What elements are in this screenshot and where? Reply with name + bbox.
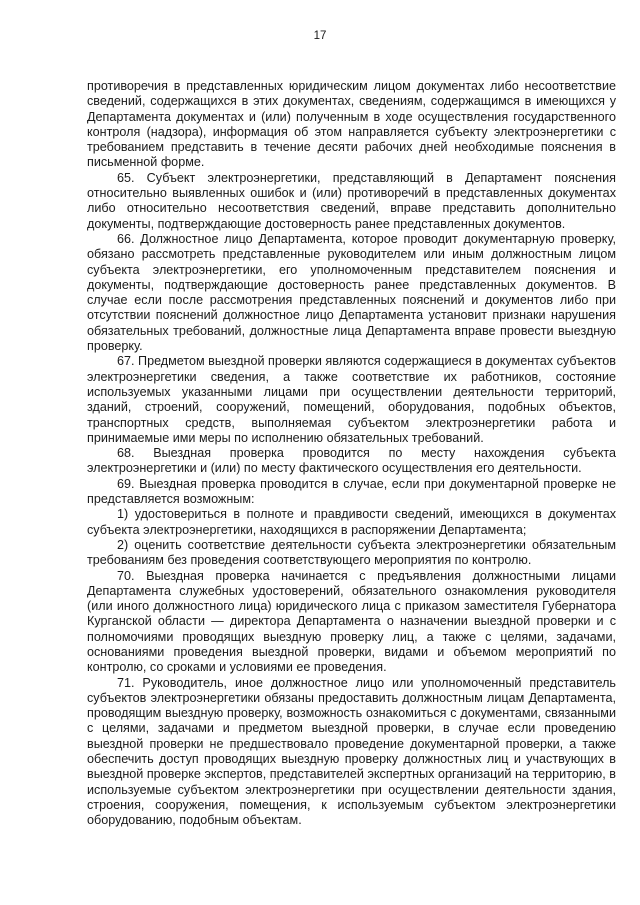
paragraph: 69. Выездная проверка проводится в случае, если при документарной проверке не представляется возможным:	[87, 476, 616, 507]
document-body	[87, 79, 616, 829]
list-item: 2) оценить соответствие деятельности субъекта электроэнергетики обязательным требованиям без проведения соответствующего мероприятия по контролю.	[87, 537, 616, 568]
paragraph: 67. Предметом выездной проверки являются содержащиеся в документах субъектов электроэнергетики сведения, а также соответствие их работников, состояние используемых указанными лицами при осуществлении деятельности территорий, зданий, строений, сооружений, помещений, оборудования, подобных объектов, транспортных средств, выполняемая субъектом электроэнергетики работа и принимаемые ими меры по исполнению обязательных требований.	[87, 354, 616, 445]
paragraph: 70. Выездная проверка начинается с предъявления должностными лицами Департамента служебных удостоверений, обязательного ознакомления руководителя (или иного должностного лица) юридического лица с приказом заместителя Губернатора Курганской области — директора Департамента о назначении выездной проверки и с полномочиями проводящих выездную проверку лиц, а также с целями, задачами, основаниями проведения выездной проверки, видами и объемом мероприятий по контролю, со сроками и условиями ее проведения.	[87, 568, 616, 675]
paragraph: 68. Выездная проверка проводится по месту нахождения субъекта электроэнергетики и (или) по месту фактического осуществления его деятельности.	[87, 446, 616, 476]
paragraph: 66. Должностное лицо Департамента, которое проводит документарную проверку, обязано рассмотреть представленные руководителем или иным должностным лицом субъекта электроэнергетики, его уполномоченным представителем пояснения и документы, подтверждающие достоверность ранее представленных документов. В случае если после рассмотрения представленных пояснений и документов либо при отсутствии пояснений должностное лицо Департамента установит признаки нарушения обязательных требований, должностные лица Департамента вправе провести выездную проверку.	[87, 231, 616, 354]
paragraph: противоречия в представленных юридическим лицом документах либо несоответствие сведений, содержащихся в этих документах, сведениям, содержащимся в имеющихся у Департамента документах и (или) полученным в ходе осуществления государственного контроля (надзора), информация об этом направляется субъекту электроэнергетики с требованием представить в течение десяти рабочих дней необходимые пояснения в письменной форме.	[87, 79, 616, 170]
list-item: 1) удостовериться в полноте и правдивости сведений, имеющихся в документах субъекта электроэнергетики, находящихся в распоряжении Департамента;	[87, 507, 616, 537]
paragraph: 71. Руководитель, иное должностное лицо или уполномоченный представитель субъектов электроэнергетики обязаны предоставить должностным лицам Департамента, проводящим выездную проверку, возможность ознакомиться с документами, связанными с целями, задачами и предметом выездной проверки, в случае если проведению выездной проверки не предшествовало проведение документарной проверки, а также обеспечить доступ проводящих выездную проверку должностных лиц и участвующих в выездной проверке экспертов, представителей экспертных организаций на территорию, в используемые субъектом электроэнергетики при осуществлении деятельности здания, строения, сооружения, помещения, к используемым субъектом электроэнергетики оборудованию, подобным объектам.	[87, 675, 616, 828]
page-number: 17	[313, 30, 327, 42]
paragraph: 65. Субъект электроэнергетики, представляющий в Департамент пояснения относительно выявленных ошибок и (или) противоречий в представленных документах либо относительно несоответствия сведений, вправе представить дополнительно документы, подтверждающие достоверность ранее представленных документов.	[87, 170, 616, 231]
